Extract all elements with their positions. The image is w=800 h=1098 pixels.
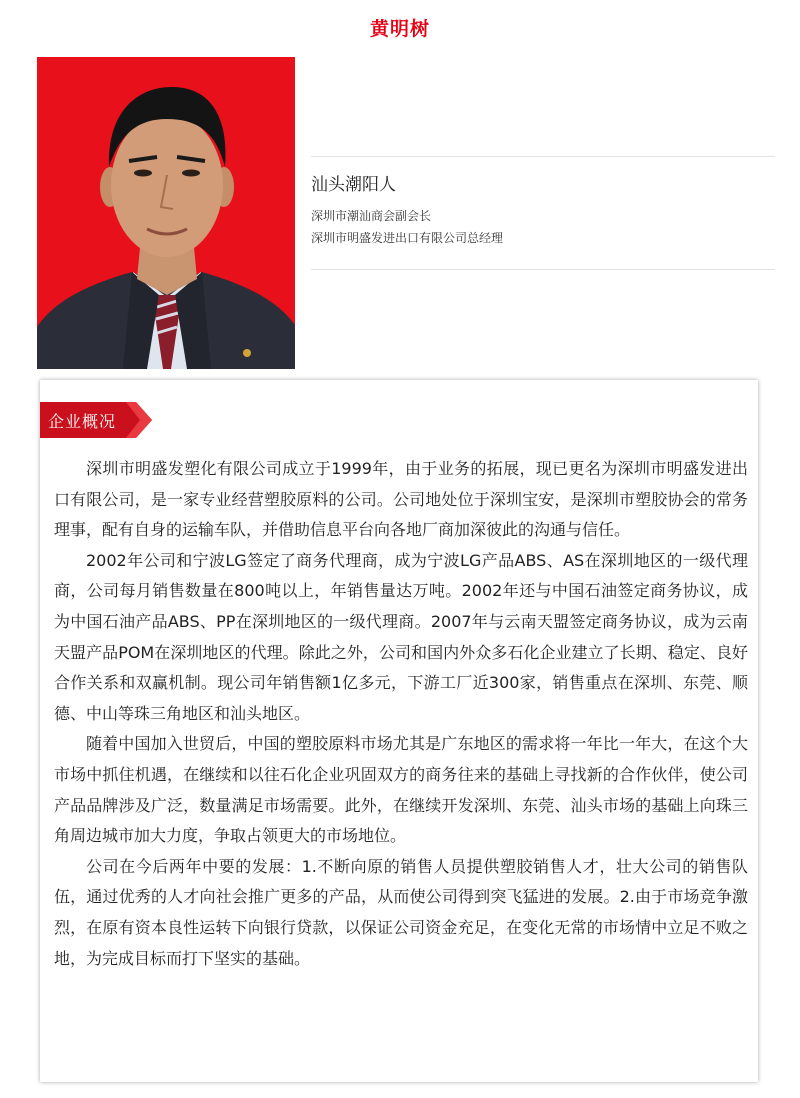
overview-body: [54, 454, 748, 974]
portrait-photo: [37, 57, 295, 369]
divider: [311, 269, 775, 270]
position-2: 深圳市明盛发进出口有限公司总经理: [311, 231, 504, 245]
portrait-icon: [37, 57, 295, 369]
position-1: 深圳市潮汕商会副会长: [311, 209, 432, 223]
paragraph: 随着中国加入世贸后，中国的塑胶原料市场尤其是广东地区的需求将一年比一年大，在这个大市场中抓住机遇，在继续和以往石化企业巩固双方的商务往来的基础上寻找新的合作伙伴，使公司产品品牌涉及广泛，数量满足市场需要。此外，在继续开发深圳、东莞、汕头市场的基础上向珠三角周边城市加大力度，争取占领更大的市场地位。: [54, 734, 748, 846]
origin-text: 汕头潮阳人: [311, 175, 396, 195]
section-tag-label: 企业概况: [48, 412, 117, 431]
paragraph: 公司在今后两年中要的发展：1.不断向原的销售人员提供塑胶销售人才，壮大公司的销售队伍，通过优秀的人才向社会推广更多的产品，从而使公司得到突飞猛进的发展。2.由于市场竞争激烈，在原有资本良性运转下向银行贷款，以保证公司资金充足，在变化无常的市场情中立足不败之地，为完成目标而打下坚实的基础。: [54, 856, 748, 968]
paragraph: 2002年公司和宁波LG签定了商务代理商，成为宁波LG产品ABS、AS在深圳地区的一级代理商，公司每月销售数量在800吨以上，年销售量达万吨。2002年还与中国石油签定商务协议，成为中国石油产品ABS、PP在深圳地区的一级代理商。2007年与云南天盟签定商务协议，成为云南天盟产品POM在深圳地区的代理。除此之外，公司和国内外众多石化企业建立了长期、稳定、良好合作关系和双赢机制。现公司年销售额1亿多元，下游工厂近300家，销售重点在深圳、东莞、顺德、中山等珠三角地区和汕头地区。: [54, 550, 748, 723]
page-title: 黄明树: [369, 18, 430, 40]
paragraph: 深圳市明盛发塑化有限公司成立于1999年，由于业务的拓展，现已更名为深圳市明盛发进出口有限公司，是一家专业经营塑胶原料的公司。公司地处位于深圳宝安，是深圳市塑胶协会的常务理事，配有自身的运输车队，并借助信息平台向各地厂商加深彼此的沟通与信任。: [54, 459, 748, 540]
section-tag: [40, 402, 152, 438]
company-overview-card: [40, 380, 758, 1082]
divider: [311, 156, 775, 157]
